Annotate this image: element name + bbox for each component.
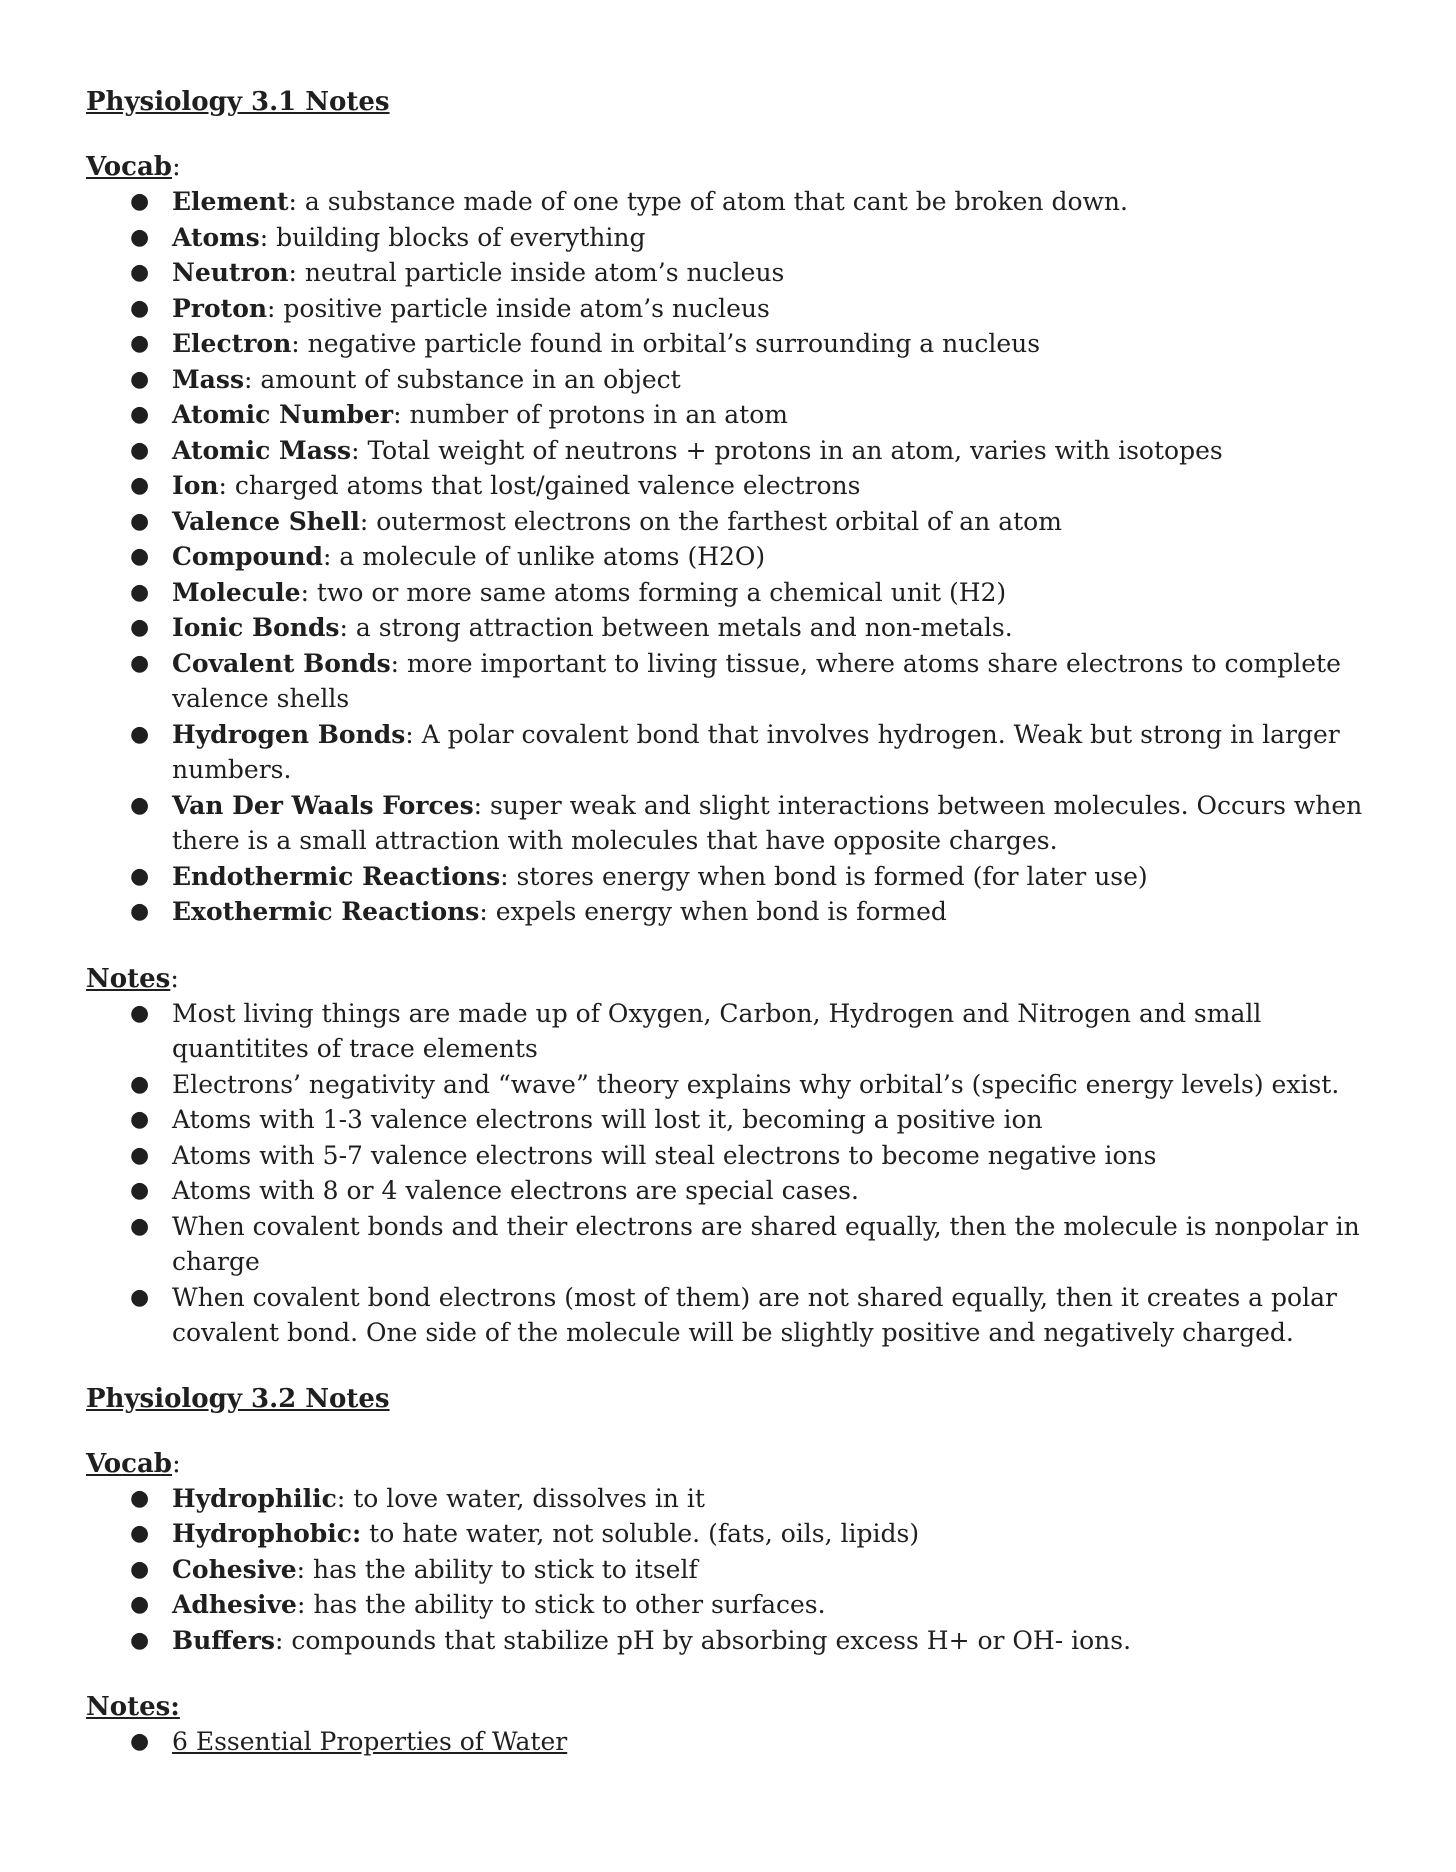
bullet-icon: ● bbox=[130, 1000, 150, 1026]
bullet-icon: ● bbox=[130, 863, 150, 889]
note-item bbox=[86, 1138, 1386, 1174]
bullet-icon: ● bbox=[130, 437, 150, 463]
bullet-icon: ● bbox=[130, 1284, 150, 1310]
vocab-item bbox=[86, 859, 1386, 895]
note-text: Atoms with 5-7 valence electrons will steal electrons to become negative ions bbox=[172, 1140, 1157, 1170]
bullet-icon: ● bbox=[130, 1213, 150, 1239]
note-item bbox=[86, 1067, 1386, 1103]
vocab-term: Atomic Mass bbox=[172, 435, 352, 465]
bullet-icon: ● bbox=[130, 1729, 150, 1754]
vocab-item bbox=[86, 610, 1386, 646]
bullet-icon: ● bbox=[130, 331, 150, 356]
vocab-item bbox=[86, 646, 1386, 717]
vocab-definition: : a molecule of unlike atoms (H2O) bbox=[323, 542, 766, 571]
vocab-definition: : amount of substance in an object bbox=[244, 364, 681, 394]
bullet-icon: ● bbox=[130, 650, 150, 676]
vocab-term: Atoms bbox=[172, 222, 260, 252]
bullet-icon: ● bbox=[130, 615, 150, 640]
vocab-term: Covalent Bonds bbox=[172, 648, 391, 678]
bullet-icon: ● bbox=[130, 721, 150, 747]
bullet-icon: ● bbox=[130, 1071, 150, 1097]
spacer bbox=[86, 1351, 1386, 1383]
notes-list-3-2 bbox=[86, 1724, 1386, 1760]
vocab-definition: : charged atoms that lost/gained valence electrons bbox=[218, 471, 861, 500]
bullet-icon: ● bbox=[130, 1592, 150, 1617]
vocab-term: Ionic Bonds bbox=[172, 613, 340, 642]
section-title-3-1: Physiology 3.1 Notes bbox=[86, 87, 390, 117]
vocab-definition: : two or more same atoms forming a chemical unit (H2) bbox=[300, 577, 1007, 607]
vocab-heading-label: Vocab bbox=[86, 1448, 172, 1479]
note-text-link: 6 Essential Properties of Water bbox=[172, 1727, 568, 1756]
vocab-item bbox=[86, 1481, 1386, 1517]
bullet-icon: ● bbox=[130, 224, 150, 250]
bullet-icon: ● bbox=[130, 1485, 150, 1511]
vocab-term: Ion bbox=[172, 471, 219, 500]
vocab-list-3-1 bbox=[86, 184, 1386, 930]
vocab-definition: : neutral particle inside atom’s nucleus bbox=[288, 258, 785, 287]
bullet-icon: ● bbox=[130, 1178, 150, 1203]
vocab-item bbox=[86, 326, 1386, 362]
notes-heading-label: Notes bbox=[86, 963, 171, 994]
vocab-heading-3-1 bbox=[86, 150, 1386, 184]
bullet-icon: ● bbox=[130, 473, 150, 498]
vocab-item bbox=[86, 468, 1386, 504]
note-item bbox=[86, 1102, 1386, 1138]
vocab-definition: : compounds that stabilize pH by absorbing excess H+ or OH- ions. bbox=[274, 1625, 1132, 1655]
vocab-item bbox=[86, 220, 1386, 256]
vocab-term: Cohesive bbox=[172, 1554, 297, 1584]
vocab-item bbox=[86, 1516, 1386, 1552]
vocab-definition: : super weak and slight interactions between molecules. Occurs when there is a small attraction with molecules that have opposite charges. bbox=[172, 790, 1363, 855]
notes-heading-label: Notes: bbox=[86, 1692, 180, 1722]
vocab-term: Hydrophobic: bbox=[172, 1519, 362, 1548]
vocab-term: Buffers bbox=[172, 1625, 275, 1655]
bullet-icon: ● bbox=[130, 1627, 150, 1653]
note-item bbox=[86, 996, 1386, 1067]
bullet-icon: ● bbox=[130, 579, 150, 605]
vocab-term: Valence Shell bbox=[172, 506, 360, 536]
vocab-definition: : a substance made of one type of atom that cant be broken down. bbox=[288, 187, 1128, 216]
vocab-term: Electron bbox=[172, 329, 292, 358]
vocab-definition: : building blocks of everything bbox=[259, 222, 646, 252]
notes-heading-3-1 bbox=[86, 962, 1386, 996]
vocab-term: Atomic Number bbox=[172, 400, 394, 429]
note-text: When covalent bond electrons (most of them) are not shared equally, then it creates a polar covalent bond. One side of the molecule will be slightly positive and negatively charged. bbox=[172, 1282, 1337, 1347]
bullet-icon: ● bbox=[130, 899, 150, 924]
spacer bbox=[86, 1415, 1386, 1447]
vocab-definition: : negative particle found in orbital’s surrounding a nucleus bbox=[291, 329, 1041, 358]
vocab-term: Exothermic Reactions bbox=[172, 897, 480, 926]
vocab-item bbox=[86, 1552, 1386, 1588]
bullet-icon: ● bbox=[130, 544, 150, 569]
bullet-icon: ● bbox=[130, 366, 150, 392]
vocab-item bbox=[86, 184, 1386, 220]
vocab-heading-label: Vocab bbox=[86, 152, 172, 182]
vocab-term: Neutron bbox=[172, 258, 289, 287]
vocab-item bbox=[86, 504, 1386, 540]
vocab-item bbox=[86, 255, 1386, 291]
note-text: Most living things are made up of Oxygen, Carbon, Hydrogen and Nitrogen and small quantitites of trace elements bbox=[172, 998, 1262, 1063]
vocab-item bbox=[86, 433, 1386, 469]
vocab-term: Mass bbox=[172, 364, 245, 394]
vocab-item bbox=[86, 575, 1386, 611]
colon: : bbox=[172, 1448, 181, 1479]
vocab-item bbox=[86, 788, 1386, 859]
bullet-icon: ● bbox=[130, 792, 150, 818]
vocab-item bbox=[86, 539, 1386, 575]
section-title-3-2: Physiology 3.2 Notes bbox=[86, 1383, 390, 1414]
notes-heading-3-2 bbox=[86, 1690, 1386, 1724]
vocab-definition: : Total weight of neutrons + protons in an atom, varies with isotopes bbox=[351, 435, 1223, 465]
note-item bbox=[86, 1280, 1386, 1351]
notes-list-3-1 bbox=[86, 996, 1386, 1351]
vocab-definition: : positive particle inside atom’s nucleus bbox=[267, 293, 770, 323]
vocab-definition: : outermost electrons on the farthest orbital of an atom bbox=[359, 506, 1062, 536]
vocab-item bbox=[86, 894, 1386, 930]
spacer bbox=[86, 118, 1386, 150]
vocab-item bbox=[86, 362, 1386, 398]
bullet-icon: ● bbox=[130, 260, 150, 285]
vocab-definition: : to love water, dissolves in it bbox=[336, 1483, 705, 1513]
spacer bbox=[86, 930, 1386, 962]
vocab-item bbox=[86, 1587, 1386, 1623]
vocab-definition: : has the ability to stick to other surfaces. bbox=[296, 1590, 826, 1619]
vocab-term: Adhesive bbox=[172, 1590, 297, 1619]
vocab-definition: : a strong attraction between metals and non-metals. bbox=[339, 613, 1013, 642]
vocab-item bbox=[86, 717, 1386, 788]
bullet-icon: ● bbox=[130, 1142, 150, 1168]
vocab-term: Compound bbox=[172, 542, 324, 571]
document-page bbox=[86, 86, 1386, 1760]
vocab-term: Molecule bbox=[172, 577, 301, 607]
vocab-definition: : number of protons in an atom bbox=[393, 400, 789, 429]
vocab-item bbox=[86, 291, 1386, 327]
vocab-definition: : more important to living tissue, where atoms share electrons to complete valence shells bbox=[172, 648, 1341, 713]
vocab-term: Hydrophilic bbox=[172, 1483, 337, 1513]
bullet-icon: ● bbox=[130, 1521, 150, 1546]
note-item bbox=[86, 1173, 1386, 1209]
colon: : bbox=[172, 152, 181, 182]
vocab-definition: : has the ability to stick to itself bbox=[296, 1554, 698, 1584]
note-text: Atoms with 1-3 valence electrons will lost it, becoming a positive ion bbox=[172, 1105, 1043, 1134]
note-item bbox=[86, 1724, 1386, 1760]
vocab-term: Proton bbox=[172, 293, 268, 323]
vocab-term: Hydrogen Bonds bbox=[172, 719, 406, 749]
note-text: Electrons’ negativity and “wave” theory explains why orbital’s (specific energy levels) exist. bbox=[172, 1069, 1340, 1099]
vocab-definition: : stores energy when bond is formed (for later use) bbox=[500, 861, 1148, 891]
note-text: Atoms with 8 or 4 valence electrons are special cases. bbox=[172, 1176, 859, 1205]
vocab-item bbox=[86, 1623, 1386, 1659]
bullet-icon: ● bbox=[130, 189, 150, 214]
vocab-definition: : expels energy when bond is formed bbox=[479, 897, 947, 926]
bullet-icon: ● bbox=[130, 1107, 150, 1132]
note-text: When covalent bonds and their electrons are shared equally, then the molecule is nonpolar in charge bbox=[172, 1211, 1360, 1276]
note-item bbox=[86, 1209, 1386, 1280]
bullet-icon: ● bbox=[130, 295, 150, 321]
vocab-list-3-2 bbox=[86, 1481, 1386, 1659]
bullet-icon: ● bbox=[130, 508, 150, 534]
vocab-definition: : A polar covalent bond that involves hydrogen. Weak but strong in larger numbers. bbox=[172, 719, 1340, 784]
spacer bbox=[86, 1658, 1386, 1690]
vocab-term: Endothermic Reactions bbox=[172, 861, 501, 891]
vocab-definition: to hate water, not soluble. (fats, oils, lipids) bbox=[361, 1519, 920, 1548]
vocab-term: Element bbox=[172, 187, 289, 216]
vocab-item bbox=[86, 397, 1386, 433]
colon: : bbox=[170, 963, 180, 994]
vocab-heading-3-2 bbox=[86, 1447, 1386, 1481]
bullet-icon: ● bbox=[130, 402, 150, 427]
bullet-icon: ● bbox=[130, 1556, 150, 1582]
vocab-term: Van Der Waals Forces bbox=[172, 790, 474, 820]
